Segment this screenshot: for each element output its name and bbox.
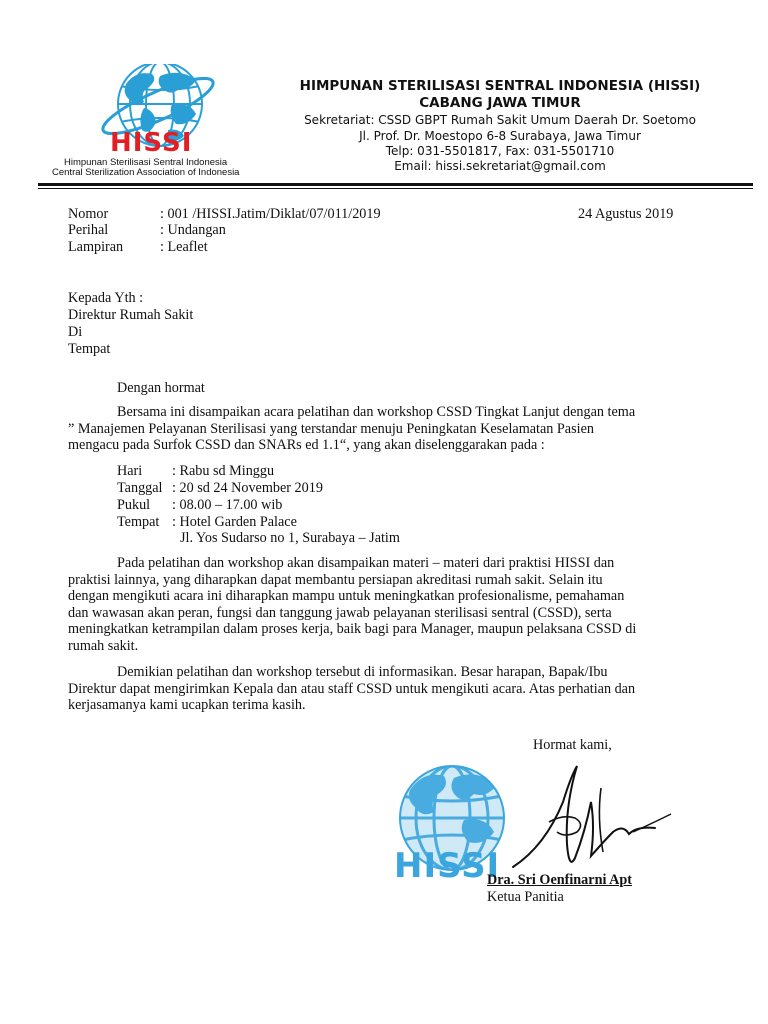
- detail-label-tanggal: Tanggal: [117, 480, 163, 496]
- paragraph-1: [68, 404, 699, 454]
- paragraph-2-line: meningkatkan ketrampilan dalam proses kerja, baik bagi para Manager, maupun pelaksana CSSD di: [68, 621, 637, 637]
- detail-label-pukul: Pukul: [117, 497, 151, 513]
- detail-value-tempat: : Hotel Garden Palace: [172, 514, 297, 530]
- recipient-line-3: Di: [68, 324, 83, 340]
- perihal-value: : Undangan: [160, 222, 226, 238]
- recipient-line-1: Kepada Yth :: [68, 290, 144, 306]
- branch-name: CABANG JAWA TIMUR: [419, 95, 581, 111]
- paragraph-3-line: Demikian pelatihan dan workshop tersebut di informasikan. Besar harapan, Bapak/Ibu: [117, 664, 608, 680]
- paragraph-2-line: rumah sakit.: [68, 637, 139, 654]
- hissi-stamp: [388, 760, 518, 890]
- paragraph-3-line: Direktur dapat mengirimkan Kepala dan atau staff CSSD untuk mengikuti acara. Atas perhatian dan: [68, 680, 636, 697]
- detail-label-hari: Hari: [117, 463, 143, 479]
- venue-address: Jl. Yos Sudarso no 1, Surabaya – Jatim: [180, 530, 400, 546]
- paragraph-2-line: dan wawasan akan peran, fungsi dan tanggung jawab pelayanan sterilisasi sentral (CSSD), serta: [68, 604, 612, 621]
- paragraph-1-line: mengacu pada Surfok CSSD dan SNARs ed 1.1“, yang akan diselenggarakan pada :: [68, 437, 545, 453]
- hissi-logo: [40, 64, 250, 184]
- letter-date: 24 Agustus 2019: [578, 206, 674, 222]
- paragraph-3-line: kerjasamanya kami ucapkan terima kasih.: [68, 697, 306, 713]
- address-line: Jl. Prof. Dr. Moestopo 6-8 Surabaya, Jawa Timur: [359, 129, 641, 143]
- paragraph-2-line: dengan mengikuti acara ini diharapkan mampu untuk meningkatkan profesionalisme, pemahaman: [68, 588, 625, 604]
- paragraph-1-line: Bersama ini disampaikan acara pelatihan dan workshop CSSD Tingkat Lanjut dengan tema: [117, 404, 636, 420]
- lampiran-value: : Leaflet: [160, 239, 208, 255]
- organization-name: HIMPUNAN STERILISASI SENTRAL INDONESIA (HISSI): [299, 78, 701, 94]
- perihal-label: Perihal: [68, 222, 109, 238]
- recipient-line-4: Tempat: [68, 341, 111, 357]
- paragraph-3: [68, 664, 699, 714]
- email-line: Email: hissi.sekretariat@gmail.com: [394, 159, 606, 173]
- detail-value-tanggal: : 20 sd 24 November 2019: [172, 480, 323, 496]
- stamp-wordmark: HISSI: [394, 846, 501, 886]
- detail-value-pukul: : 08.00 – 17.00 wib: [172, 497, 283, 513]
- signature-icon: [505, 762, 685, 882]
- paragraph-2: [68, 555, 699, 654]
- letterhead-rule-thin: [38, 188, 753, 189]
- signatory-title: Ketua Panitia: [487, 889, 564, 905]
- logo-subtitle-id: Himpunan Sterilisasi Sentral Indonesia: [64, 157, 228, 168]
- nomor-value: : 001 /HISSI.Jatim/Diklat/07/011/2019: [160, 206, 381, 222]
- lampiran-label: Lampiran: [68, 239, 124, 255]
- secretariat-line: Sekretariat: CSSD GBPT Rumah Sakit Umum Daerah Dr. Soetomo: [304, 113, 696, 127]
- logo-wordmark: HISSI: [110, 128, 193, 158]
- greeting: Dengan hormat: [117, 380, 205, 396]
- paragraph-1-line: ” Manajemen Pelayanan Sterilisasi yang terstandar menuju Peningkatan Keselamatan Pasien: [68, 420, 594, 437]
- detail-label-tempat: Tempat: [117, 514, 160, 530]
- letterhead-rule-thick: [38, 183, 753, 186]
- nomor-label: Nomor: [68, 206, 109, 222]
- paragraph-2-line: praktisi lainnya, yang diharapkan dapat membantu persiapan akreditasi rumah sakit. Selain itu: [68, 571, 603, 588]
- phone-line: Telp: 031-5501817, Fax: 031-5501710: [385, 144, 615, 158]
- logo-subtitle-en: Central Sterilization Association of Indonesia: [52, 167, 240, 178]
- paragraph-2-line: Pada pelatihan dan workshop akan disampaikan materi – materi dari praktisi HISSI dan: [117, 555, 615, 571]
- detail-value-hari: : Rabu sd Minggu: [172, 463, 275, 479]
- closing-regards: Hormat kami,: [533, 737, 612, 753]
- signatory-name: Dra. Sri Oenfinarni Apt: [487, 872, 633, 888]
- recipient-line-2: Direktur Rumah Sakit: [68, 307, 194, 323]
- handwritten-signature: [505, 762, 685, 882]
